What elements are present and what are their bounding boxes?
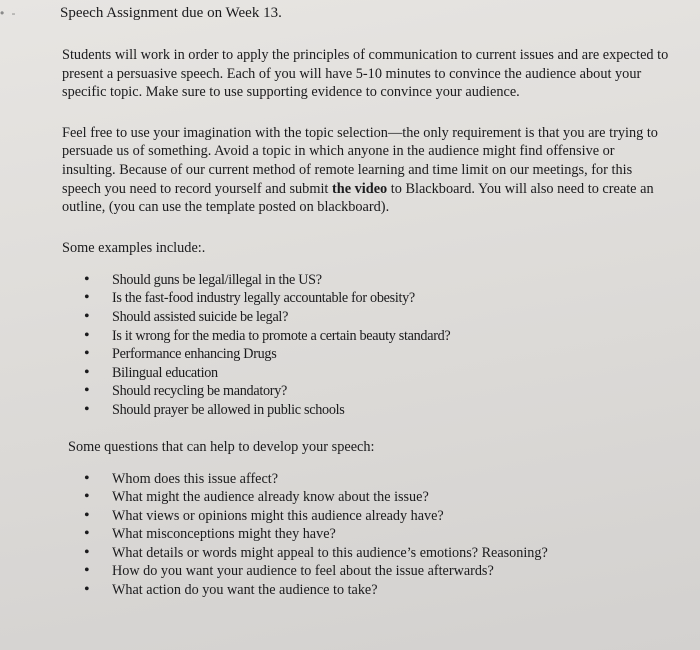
list-item: • Should recycling be mandatory? [60,382,670,401]
topic-paragraph-text: Feel free to use your imagination with the topic selection—the only requirement is that you are trying to persuade us of something. Avoid a topic in which anyone in the audience might find offensive or insulting. Because of our current method of remote learning and time limit on our meetings, for this speech you need to record yourself and submit [62,124,658,197]
topic-paragraph [62,124,670,217]
list-item: • What views or opinions might this audience already have? [60,507,670,526]
topic-paragraph-text-end: to Blackboard. You will also need to create an outline, (you can use the template posted on blackboard). [62,180,654,216]
list-item: • Performance enhancing Drugs [60,345,670,364]
list-item: • How do you want your audience to feel about the issue afterwards? [60,562,670,581]
topic-paragraph-emphasis: the video [331,180,388,197]
margin-mark: • - [0,6,18,20]
list-item: • What misconceptions might they have? [60,525,670,544]
assignment-title: Speech Assignment due on Week 13. [60,5,282,21]
list-item: • Should prayer be allowed in public schools [60,401,670,420]
document-body [60,4,670,618]
list-item: • What details or words might appeal to this audience’s emotions? Reasoning? [60,544,670,563]
list-item: • What might the audience already know about the issue? [60,488,670,507]
list-item: • Should guns be legal/illegal in the US? [60,271,670,290]
questions-label: Some questions that can help to develop your speech: [68,438,375,455]
list-item: • Is the fast-food industry legally accountable for obesity? [60,289,670,308]
list-item: • Bilingual education [60,364,670,383]
questions-list [60,470,670,600]
examples-list [60,271,670,420]
intro-paragraph: Students will work in order to apply the principles of communication to current issues and are expected to present a persuasive speech. Each of you will have 5-10 minutes to convince the audience about your specific topic. Make sure to use supporting evidence to convince your audience. [62,47,669,101]
examples-label: Some examples include:. [62,239,206,256]
list-item: • Whom does this issue affect? [60,470,670,489]
list-item: • Is it wrong for the media to promote a certain beauty standard? [60,327,670,346]
list-item: • What action do you want the audience to take? [60,581,670,600]
list-item: • Should assisted suicide be legal? [60,308,670,327]
